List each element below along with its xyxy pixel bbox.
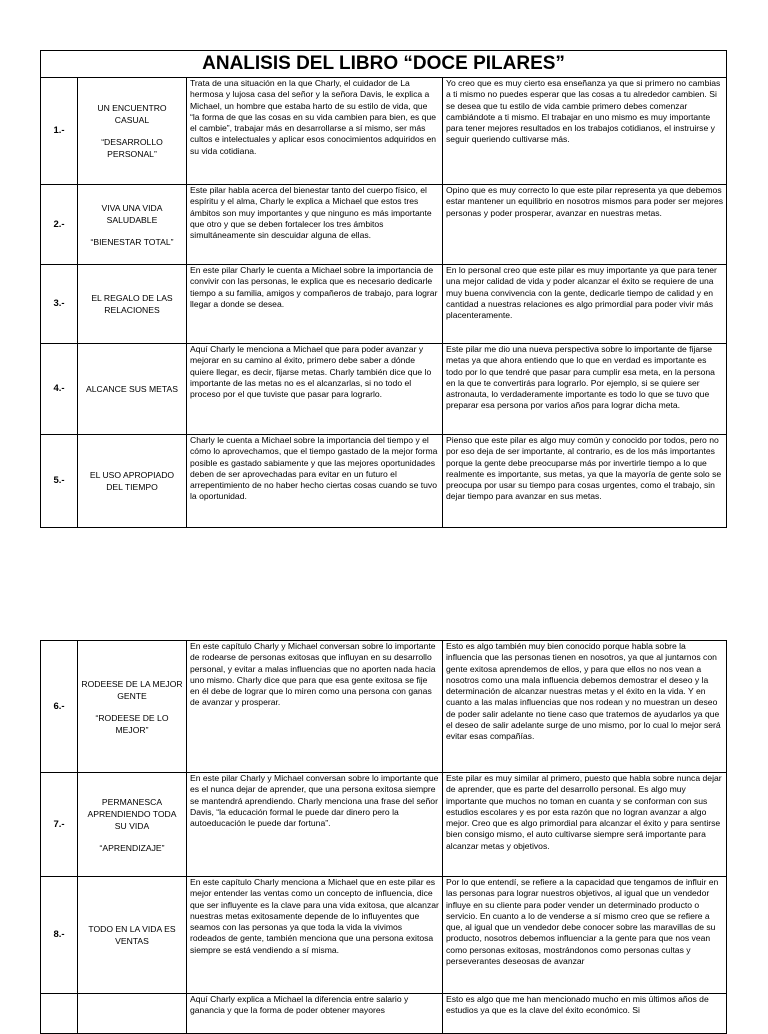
summary-cell: En este pilar Charly le cuenta a Michael sobre la importancia de convivir con las personas, le explica que es necesario dedicarle tiempo a su familia, amigos y compañeros de trabajo, para lograr llegar a donde se desea. xyxy=(187,265,443,344)
pillar-name: VIVA UNA VIDA SALUDABLE xyxy=(101,202,163,225)
pillar-subtitle: “BIENESTAR TOTAL” xyxy=(90,236,174,247)
table-row xyxy=(41,641,727,773)
pillar-name: EL USO APROPIADO DEL TIEMPO xyxy=(89,470,175,492)
opinion-cell: Pienso que este pilar es algo muy común y conocido por todos, pero no por eso deja de ser importante, al contrario, es de los más importantes porque la gente debe preocuparse más por invertirle tiempo a lo que realmente es importante, sus metas, ya que la mayoría de gente solo se preocupa por usar su tiempo para cosas urgentes, como el trabajo, sin dejar tiempo para avanzar en sus metas. xyxy=(443,435,727,528)
pillar-name-cell xyxy=(78,78,187,185)
row-number: 8.- xyxy=(41,877,78,994)
summary-cell: Aquí Charly explica a Michael la diferencia entre salario y ganancia y que la forma de poder obtener mayores xyxy=(187,994,443,1034)
pillar-name-cell xyxy=(78,185,187,265)
table-row xyxy=(41,265,727,344)
pillar-name-cell xyxy=(78,265,187,344)
pillar-name-cell xyxy=(78,344,187,435)
pillar-name-cell xyxy=(78,773,187,877)
summary-cell: Charly le cuenta a Michael sobre la importancia del tiempo y el cómo lo aprovechamos, que el tiempo gastado de la mejor forma posible es gastado sabiamente y que las mejores oportunidades deben de ser aprovechadas para evitar en un futuro el arrepentimiento de no haber hecho ciertas cosas cuando se tuvo la oportunidad. xyxy=(187,435,443,528)
summary-cell: En este capítulo Charly menciona a Michael que en este pilar es mejor entender las ventas como un concepto de influencia, dice que ser influyente es la clave para una vida exitosa, que alcanzar nuestras metas exitosamente depende de lo influyentes que seamos con las personas ya que toda la vida la vivimos rodeados de gente, también menciona que una persona exitosa siempre se está vendiendo a sí misma. xyxy=(187,877,443,994)
table-row xyxy=(41,78,727,185)
table-row xyxy=(41,773,727,877)
pillar-name-cell xyxy=(78,641,187,773)
pillar-subtitle: “RODEESE DE LO MEJOR” xyxy=(95,712,169,735)
analysis-table-top xyxy=(40,50,727,528)
opinion-cell: Yo creo que es muy cierto esa enseñanza ya que si primero no cambias a ti mismo no puedes esperar que las cosas a tu alrededor cambien. Si se desea que tu estilo de vida cambie primero debes comenzar cambiándote a ti mismo. El trabajar en uno mismo es muy importante para tener mejores resultados en los trabajos cotidianos, el instruirse y seguir queriendo cultivarse más. xyxy=(443,78,727,185)
table-title-row xyxy=(41,51,727,78)
opinion-cell: Por lo que entendí, se refiere a la capacidad que tengamos de influir en las personas para lograr nuestros objetivos, al igual que un vendedor influye en su cliente para poder vender un determinado producto o servicio. En cuanto a lo de venderse a sí mismo creo que se refiere a que, al igual que un vendedor debe conocer sobre las maravillas de su producto, nosotros debemos influenciar a la gente para que nos vean como personas exitosas, mostrándonos como personas cultas y perseverantes deseosas de avanzar xyxy=(443,877,727,994)
pillar-name-cell xyxy=(78,877,187,994)
summary-cell: En este capítulo Charly y Michael conversan sobre lo importante de rodearse de personas exitosas que influyan en su desarrollo personal, y evitar a malas influencias que no aporten nada hacia uno mismo. Charly dice que para que esa gente exitosa se fije en él debe de lograr que lo miren como una persona con ganas de avanzar y prosperar. xyxy=(187,641,443,773)
row-number: 1.- xyxy=(41,78,78,185)
opinion-cell: Esto es algo que me han mencionado mucho en mis últimos años de estudios ya que es la clave del éxito económico. Si xyxy=(443,994,727,1034)
pillar-subtitle: “DESARROLLO PERSONAL” xyxy=(101,137,163,159)
opinion-cell: Este pilar es muy similar al primero, puesto que habla sobre nunca dejar de aprender, que es parte del desarrollo personal. Es algo muy importante que muchos no toman en cuanta y se conforman con sus estudios escolares y es por esta razón que no logran avanzar a algo mejor. Creo que es algo primordial para alcanzar el éxito y para sentirse bien consigo mismo, el auto cultivarse siempre será importante para alcanzar metas y objetivos. xyxy=(443,773,727,877)
table-row xyxy=(41,994,727,1034)
pillar-name-cell xyxy=(78,435,187,528)
opinion-cell: En lo personal creo que este pilar es muy importante ya que para tener una mejor calidad de vida y poder alcanzar el éxito se requiere de una muy buena convivencia con la gente, dedicarle tiempo de calidad y en cantidad a nuestras relaciones es algo primordial para poder vivir más placenteramente. xyxy=(443,265,727,344)
row-number: 2.- xyxy=(41,185,78,265)
row-number: 4.- xyxy=(41,344,78,435)
pillar-name: UN ENCUENTRO CASUAL xyxy=(97,103,167,125)
pillar-subtitle: “APRENDIZAJE” xyxy=(99,842,165,853)
table-row xyxy=(41,877,727,994)
table-row xyxy=(41,435,727,528)
page-title: ANALISIS DEL LIBRO “DOCE PILARES” xyxy=(41,51,727,78)
row-number: 7.- xyxy=(41,773,78,877)
summary-cell: Aquí Charly le menciona a Michael que para poder avanzar y mejorar en su camino al éxito, primero debe saber a dónde quiere llegar, es decir, fijarse metas. Charly también dice que lo importante de las metas no es el alcanzarlas, si no todo el proceso por el que tuviste que pasar para lograrlo. xyxy=(187,344,443,435)
pillar-name-cell xyxy=(78,994,187,1034)
summary-cell: Trata de una situación en la que Charly, el cuidador de La hermosa y lujosa casa del señor y la señora Davis, le explica a Michael, un hombre que estaba harto de su estilo de vida, que “la forma de que las cosas en su vida cambien para bien, es que el cambie”, trabajar más en desarrollarse a sí mismo, ser más cultos e intelectuales y aplicar esos conocimientos adquiridos en su vida cotidiana. xyxy=(187,78,443,185)
analysis-table-bottom xyxy=(40,640,727,1034)
pillar-name: RODEESE DE LA MEJOR GENTE xyxy=(81,678,183,701)
opinion-cell: Este pilar me dio una nueva perspectiva sobre lo importante de fijarse metas ya que ahora entiendo que lo que en verdad es importante es todo por lo que tendré que pasar para cumplir esa meta, en la persona en la que te convertirás para lograrlo. Por ejemplo, si se quiere ser astronauta, lo verdaderamente importante es todo lo que se tuvo que preparar esa persona por varios años para lograr dicha meta. xyxy=(443,344,727,435)
summary-cell: En este pilar Charly y Michael conversan sobre lo importante que es el nunca dejar de aprender, que una persona exitosa siempre se mantendrá aprendiendo. Charly menciona una frase del señor Davis, “la educación formal le puede dar dinero pero la autoeducación le puede dar fortuna”. xyxy=(187,773,443,877)
pillar-name: EL REGALO DE LAS RELACIONES xyxy=(91,293,173,315)
pillar-name: ALCANCE SUS METAS xyxy=(85,384,178,394)
opinion-cell: Opino que es muy correcto lo que este pilar representa ya que debemos estar mantener un equilibrio en nosotros mismos para poder ser mejores personas y poder prosperar, avanzar en nuestras metas. xyxy=(443,185,727,265)
pillar-name: PERMANESCA APRENDIENDO TODA SU VIDA xyxy=(87,796,177,831)
summary-cell: Este pilar habla acerca del bienestar tanto del cuerpo físico, el espíritu y el alma, Charly le explica a Michael que estos tres ámbitos son muy importantes y que ninguno es más importante que otro y que se deben fortalecer los tres ámbitos simultáneamente sin descuidar alguna de ellas. xyxy=(187,185,443,265)
row-number: 6.- xyxy=(41,641,78,773)
row-number: 3.- xyxy=(41,265,78,344)
table-row xyxy=(41,185,727,265)
row-number xyxy=(41,994,78,1034)
opinion-cell: Esto es algo también muy bien conocido porque habla sobre la influencia que las personas tienen en nosotros, ya que al juntarnos con gente exitosa aprendemos de ellos, y para que ellos no nos vean a nosotros como una mala influencia debemos demostrar el deseo y la determinación de alcanzar nuestras metas y el éxito en la vida. Y en cuanto a las malas influencias que nos rodean y no muestran un deseo de poder salir adelante no tiene caso que tratemos de ayudarlos ya que el deseo de salir adelante surge de uno mismo, por lo cual lo mejor será evitar esas compañías. xyxy=(443,641,727,773)
row-number: 5.- xyxy=(41,435,78,528)
table-row xyxy=(41,344,727,435)
pillar-name: TODO EN LA VIDA ES VENTAS xyxy=(88,924,176,946)
